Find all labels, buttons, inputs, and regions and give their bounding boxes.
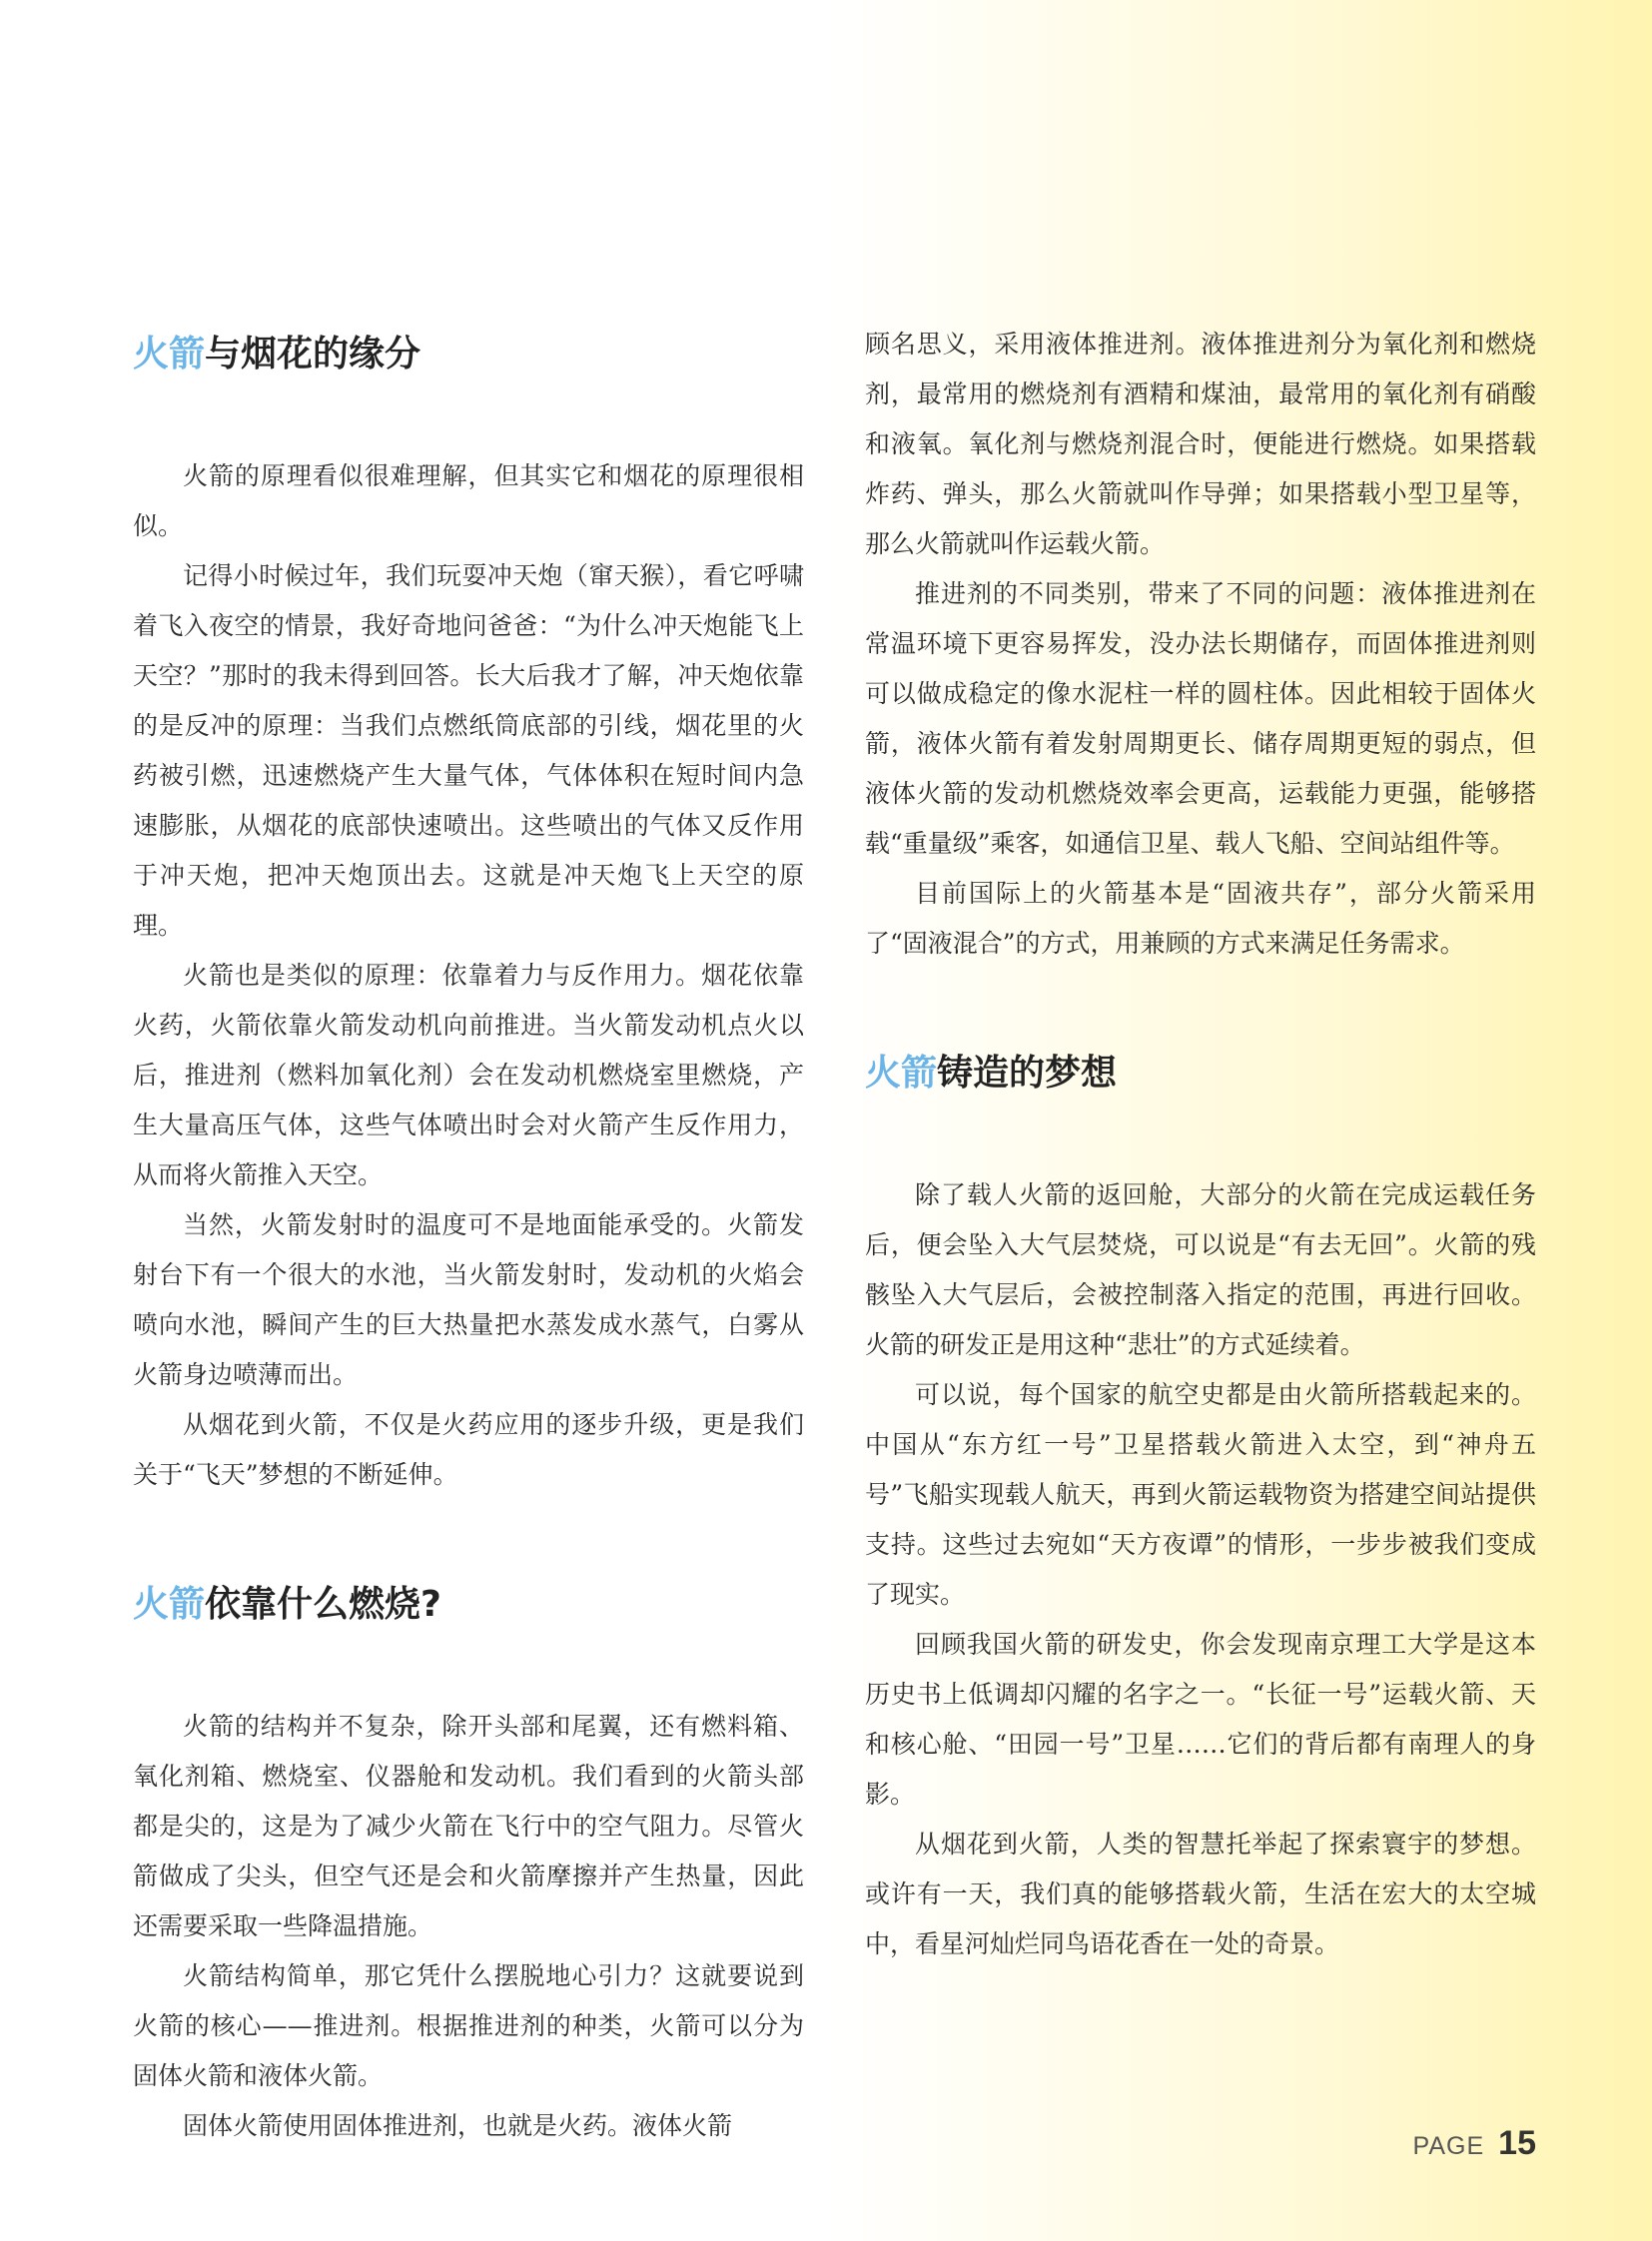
section-heading-dream xyxy=(865,1039,1536,1109)
paragraph: 火箭结构简单，那它凭什么摆脱地心引力？这就要说到火箭的核心——推进剂。根据推进剂的种类，火箭可以分为固体火箭和液体火箭。 xyxy=(133,1961,804,2090)
section-gap xyxy=(133,1500,804,1570)
heading-accent: 火箭 xyxy=(133,334,206,374)
paragraph: 火箭也是类似的原理：依靠着力与反作用力。烟花依靠火药，火箭依靠火箭发动机向前推进。当火箭发动机点火以后，推进剂（燃料加氧化剂）会在发动机燃烧室里燃烧，产生大量高压气体，这些气体喷出时会对火箭产生反作用力，从而将火箭推入天空。 xyxy=(133,961,804,1189)
paragraph: 推进剂的不同类别，带来了不同的问题：液体推进剂在常温环境下更容易挥发，没办法长期储存，而固体推进剂则可以做成稳定的像水泥柱一样的圆柱体。因此相较于固体火箭，液体火箭有着发射周期更长、储存周期更短的弱点，但液体火箭的发动机燃烧效率会更高，运载能力更强，能够搭载“重量级”乘客，如通信卫星、载人飞船、空间站组件等。 xyxy=(865,579,1536,858)
paragraph: 回顾我国火箭的研发史，你会发现南京理工大学是这本历史书上低调却闪耀的名字之一。“长征一号”运载火箭、天和核心舱、“田园一号”卫星……它们的背后都有南理人的身影。 xyxy=(865,1630,1536,1809)
page-label: PAGE xyxy=(1412,2132,1485,2160)
paragraph: 固体火箭使用固体推进剂，也就是火药。液体火箭 xyxy=(183,2111,733,2140)
heading-accent: 火箭 xyxy=(133,1584,206,1625)
paragraph: 除了载人火箭的返回舱，大部分的火箭在完成运载任务后，便会坠入大气层焚烧，可以说是“有去无回”。火箭的残骸坠入大气层后，会被控制落入指定的范围，再进行回收。火箭的研发正是用这种“悲壮”的方式延续着。 xyxy=(865,1180,1536,1359)
heading-text: 铸造的梦想 xyxy=(937,1053,1118,1094)
left-column xyxy=(133,320,804,2151)
page-number: 15 xyxy=(1498,2124,1536,2162)
section-gap xyxy=(865,969,1536,1039)
paragraph: 当然，火箭发射时的温度可不是地面能承受的。火箭发射台下有一个很大的水池，当火箭发射时，发动机的火焰会喷向水池，瞬间产生的巨大热量把水蒸发成水蒸气，白雾从火箭身边喷薄而出。 xyxy=(133,1210,804,1389)
page-footer xyxy=(1413,2124,1536,2174)
section-heading-fuel xyxy=(133,1570,804,1640)
heading-text: 依靠什么燃烧? xyxy=(205,1584,441,1625)
paragraph: 火箭的结构并不复杂，除开头部和尾翼，还有燃料箱、氧化剂箱、燃烧室、仪器舱和发动机。我们看到的火箭头部都是尖的，这是为了减少火箭在飞行中的空气阻力。尽管火箭做成了尖头，但空气还是会和火箭摩擦并产生热量，因此还需要采取一些降温措施。 xyxy=(133,1712,804,1940)
heading-text: 与烟花的缘分 xyxy=(205,334,421,374)
paragraph: 目前国际上的火箭基本是“固液共存”，部分火箭采用了“固液混合”的方式，用兼顾的方式来满足任务需求。 xyxy=(865,879,1536,958)
paragraph: 记得小时候过年，我们玩耍冲天炮（窜天猴），看它呼啸着飞入夜空的情景，我好奇地问爸爸：“为什么冲天炮能飞上天空？”那时的我未得到回答。长大后我才了解，冲天炮依靠的是反冲的原理：当我们点燃纸筒底部的引线，烟花里的火药被引燃，迅速燃烧产生大量气体，气体体积在短时间内急速膨胀，从烟花的底部快速喷出。这些喷出的气体又反作用于冲天炮，把冲天炮顶出去。这就是冲天炮飞上天空的原理。 xyxy=(133,561,804,940)
section-heading-fireworks xyxy=(133,320,804,389)
paragraph: 从烟花到火箭，不仅是火药应用的逐步升级，更是我们关于“飞天”梦想的不断延伸。 xyxy=(133,1410,804,1489)
paragraph: 可以说，每个国家的航空史都是由火箭所搭载起来的。中国从“东方红一号”卫星搭载火箭进入太空，到“神舟五号”飞船实现载人航天，再到火箭运载物资为搭建空间站提供支持。这些过去宛如“天方夜谭”的情形，一步步被我们变成了现实。 xyxy=(865,1380,1536,1609)
paragraph: 从烟花到火箭，人类的智慧托举起了探索寰宇的梦想。或许有一天，我们真的能够搭载火箭，生活在宏大的太空城中，看星河灿烂同鸟语花香在一处的奇景。 xyxy=(865,1830,1536,1958)
paragraph: 火箭的原理看似很难理解，但其实它和烟花的原理很相似。 xyxy=(133,461,804,540)
right-column xyxy=(865,320,1536,1969)
paragraph-continued: 顾名思义，采用液体推进剂。液体推进剂分为氧化剂和燃烧剂，最常用的燃烧剂有酒精和煤油，最常用的氧化剂有硝酸和液氧。氧化剂与燃烧剂混合时，便能进行燃烧。如果搭载炸药、弹头，那么火箭就叫作导弹；如果搭载小型卫星等，那么火箭就叫作运载火箭。 xyxy=(865,330,1536,558)
heading-accent: 火箭 xyxy=(865,1053,938,1094)
